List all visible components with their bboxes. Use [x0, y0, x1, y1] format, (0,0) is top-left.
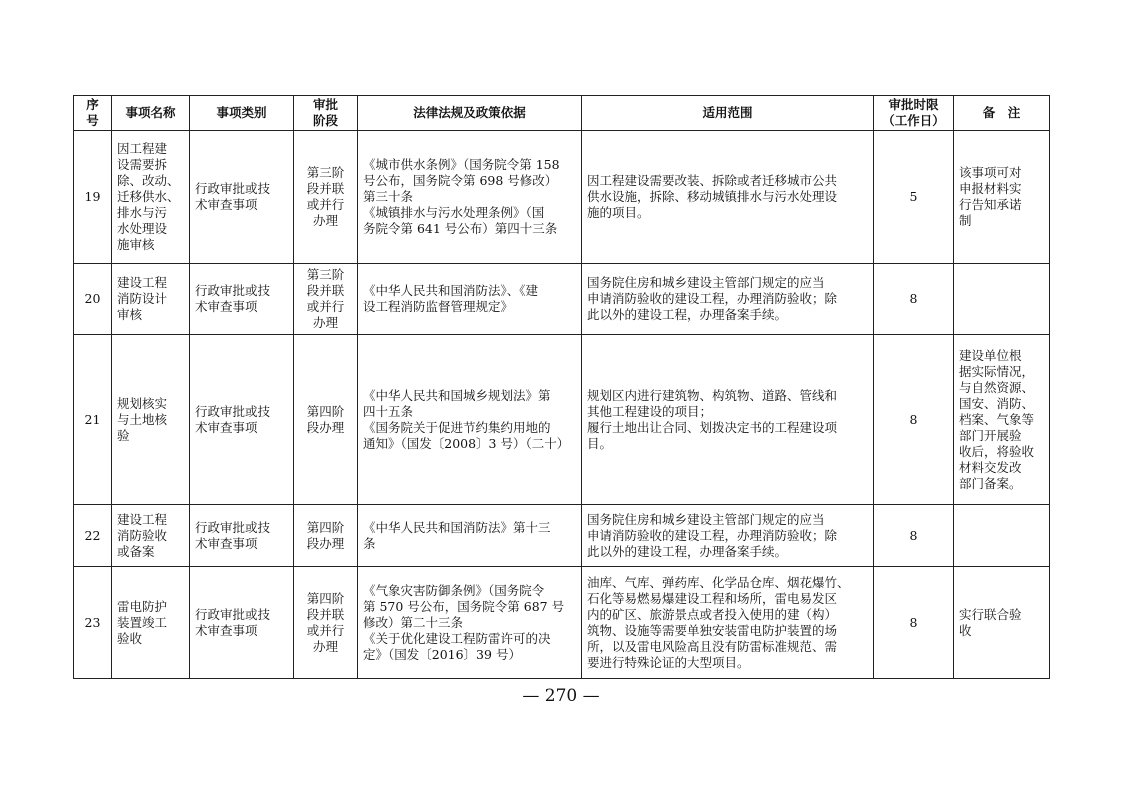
row-item-name: 规划核实 与土地核 验 — [112, 335, 190, 505]
row-legal-basis: 《城市供水条例》（国务院令第 158 号公布，国务院令第 698 号修改） 第三十条 《城镇排水与污水处理条例》（国 务院令第 641 号公布）第四十三条 — [358, 131, 582, 264]
row-approval-stage: 第四阶 段办理 — [294, 505, 358, 567]
approval-items-table — [73, 95, 1050, 679]
row-approval-stage: 第三阶 段并联 或并行 办理 — [294, 264, 358, 335]
row-item-category: 行政审批或技 术审查事项 — [190, 505, 294, 567]
row-scope: 国务院住房和城乡建设主管部门规定的应当 申请消防验收的建设工程，办理消防验收；除 此以外的建设工程，办理备案手续。 — [582, 505, 874, 567]
table-row — [74, 264, 1050, 335]
row-scope: 规划区内进行建筑物、构筑物、道路、管线和 其他工程建设的项目； 履行土地出让合同、划拨决定书的工程建设项 目。 — [582, 335, 874, 505]
row-scope: 因工程建设需要改装、拆除或者迁移城市公共 供水设施，拆除、移动城镇排水与污水处理设 施的项目。 — [582, 131, 874, 264]
row-scope: 油库、气库、弹药库、化学品仓库、烟花爆竹、 石化等易燃易爆建设工程和场所，雷电易发区 内的矿区、旅游景点或者投入使用的建（构） 筑物、设施等需要单独安装雷电防护装置的场 所，以及雷电风险高且没有防雷标准规范、需 要进行特殊论证的大型项目。 — [582, 567, 874, 679]
row-time-limit: 8 — [874, 264, 954, 335]
row-scope: 国务院住房和城乡建设主管部门规定的应当 申请消防验收的建设工程，办理消防验收；除 此以外的建设工程，办理备案手续。 — [582, 264, 874, 335]
row-item-name: 雷电防护 装置竣工 验收 — [112, 567, 190, 679]
row-item-category: 行政审批或技 术审查事项 — [190, 567, 294, 679]
header-no: 序 号 — [74, 96, 112, 131]
row-no: 22 — [74, 505, 112, 567]
row-remarks — [954, 264, 1050, 335]
row-legal-basis: 《气象灾害防御条例》（国务院令 第 570 号公布，国务院令第 687 号 修改）第二十三条 《关于优化建设工程防雷许可的决 定》（国发〔2016〕39 号） — [358, 567, 582, 679]
row-legal-basis: 《中华人民共和国城乡规划法》第 四十五条 《国务院关于促进节约集约用地的 通知》（国发〔2008〕3 号）（二十） — [358, 335, 582, 505]
row-item-category: 行政审批或技 术审查事项 — [190, 131, 294, 264]
row-time-limit: 5 — [874, 131, 954, 264]
table-row — [74, 567, 1050, 679]
row-remarks: 该事项可对 申报材料实 行告知承诺 制 — [954, 131, 1050, 264]
row-time-limit: 8 — [874, 335, 954, 505]
row-approval-stage: 第三阶 段并联 或并行 办理 — [294, 131, 358, 264]
row-time-limit: 8 — [874, 505, 954, 567]
row-approval-stage: 第四阶 段并联 或并行 办理 — [294, 567, 358, 679]
row-remarks — [954, 505, 1050, 567]
header-time-limit: 审批时限 （工作日） — [874, 96, 954, 131]
row-time-limit: 8 — [874, 567, 954, 679]
row-no: 20 — [74, 264, 112, 335]
header-item-name: 事项名称 — [112, 96, 190, 131]
row-item-category: 行政审批或技 术审查事项 — [190, 335, 294, 505]
table-row — [74, 505, 1050, 567]
row-legal-basis: 《中华人民共和国消防法》第十三 条 — [358, 505, 582, 567]
table-row — [74, 335, 1050, 505]
row-no: 21 — [74, 335, 112, 505]
header-remarks: 备 注 — [954, 96, 1050, 131]
row-item-category: 行政审批或技 术审查事项 — [190, 264, 294, 335]
header-scope: 适用范围 — [582, 96, 874, 131]
row-no: 19 — [74, 131, 112, 264]
row-no: 23 — [74, 567, 112, 679]
page-number: — 270 — — [522, 686, 600, 706]
header-item-category: 事项类别 — [190, 96, 294, 131]
table-row — [74, 131, 1050, 264]
row-remarks: 建设单位根 据实际情况， 与自然资源、 国安、消防、 档案、气象等 部门开展验 收后，将验收 材料交发改 部门备案。 — [954, 335, 1050, 505]
row-legal-basis: 《中华人民共和国消防法》、《建 设工程消防监督管理规定》 — [358, 264, 582, 335]
row-remarks: 实行联合验 收 — [954, 567, 1050, 679]
header-legal-basis: 法律法规及政策依据 — [358, 96, 582, 131]
row-approval-stage: 第四阶 段办理 — [294, 335, 358, 505]
row-item-name: 建设工程 消防设计 审核 — [112, 264, 190, 335]
row-item-name: 因工程建 设需要拆 除、改动、 迁移供水、 排水与污 水处理设 施审核 — [112, 131, 190, 264]
header-approval-stage: 审批 阶段 — [294, 96, 358, 131]
table-header-row — [74, 96, 1050, 131]
row-item-name: 建设工程 消防验收 或备案 — [112, 505, 190, 567]
